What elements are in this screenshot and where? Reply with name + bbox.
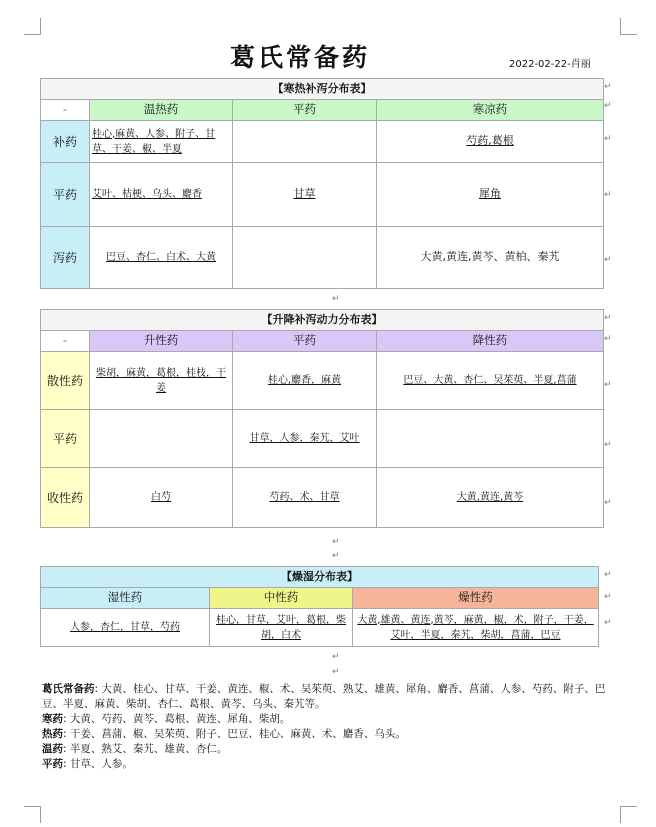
note-label: 平药 <box>42 758 63 770</box>
note-label: 热药 <box>42 728 63 740</box>
col-header-neutral: 中性药 <box>210 588 353 609</box>
col-header-lift: 升性药 <box>90 331 233 352</box>
table-cell: 大黄,黄连,黄芩 <box>377 468 604 528</box>
author-date: 2022-02-22-肖丽 <box>509 59 591 70</box>
paragraph-mark: ↵ <box>332 537 340 547</box>
corner-cell: - <box>41 100 90 121</box>
table-cell: 艾叶、桔梗、乌头、麝香 <box>90 163 233 227</box>
note-text: 干姜、菖蒲、椒、吴茱萸、附子、巴豆、桂心、麻黄、术、麝香、乌头。 <box>69 728 406 740</box>
row-header-neutral: 平药 <box>41 163 90 227</box>
row-header-disperse: 散性药 <box>41 352 90 410</box>
table-cell: 芍药,葛根 <box>377 121 604 163</box>
paragraph-mark: ↵ <box>332 667 340 677</box>
row-end-mark: ↵ <box>604 313 612 323</box>
row-end-mark: ↵ <box>604 190 612 200</box>
table-cell <box>90 410 233 468</box>
row-end-mark: ↵ <box>604 592 612 602</box>
row-end-mark: ↵ <box>604 570 612 580</box>
table-cell: 大黄,雄黄、黄连,黄芩，麻黄，椒，术，附子，干姜，艾叶，半夏，秦艽，柴胡，菖蒲，巴豆 <box>353 609 599 647</box>
row-end-mark: ↵ <box>604 255 612 265</box>
table-cell: 人参，杏仁，甘草，芍药 <box>41 609 210 647</box>
col-header-warm: 温热药 <box>90 100 233 121</box>
note-line: 葛氏常备药: 大黄、桂心、甘草、干姜、黄连、椒、术、吴茱萸、熟艾、雄黄、犀角、麝香、菖蒲、人参、芍药、附子、巴豆、半夏、麻黄、柴胡、杏仁、葛根、黄芩、乌头、秦艽等。 <box>42 683 606 710</box>
row-header-tonify: 补药 <box>41 121 90 163</box>
note-text: 甘草、人参。 <box>69 758 133 770</box>
margin-mark-bottom-right <box>620 806 637 823</box>
table-cell <box>233 121 377 163</box>
col-header-neutral: 平药 <box>233 100 377 121</box>
col-header-lower: 降性药 <box>377 331 604 352</box>
row-end-mark: ↵ <box>604 380 612 390</box>
margin-mark-top-left <box>24 18 41 35</box>
row-end-mark: ↵ <box>604 134 612 144</box>
row-end-mark: ↵ <box>604 440 612 450</box>
table-cell: 芍药、术、甘草 <box>233 468 377 528</box>
table-caption: 【升降补泻动力分布表】 <box>41 310 604 331</box>
row-end-mark: ↵ <box>604 618 612 628</box>
note-text: 大黄、桂心、甘草、干姜、黄连、椒、术、吴茱萸、熟艾、雄黄、犀角、麝香、菖蒲、人参、芍药、附子、巴豆、半夏、麻黄、柴胡、杏仁、葛根、黄芩、乌头、秦艽等。 <box>42 683 606 710</box>
note-line: 平药: 甘草、人参。 <box>42 758 133 770</box>
table-cell: 甘草，人参，秦艽，艾叶 <box>233 410 377 468</box>
table-cell: 大黄,黄连,黄芩、黄柏、秦艽 <box>377 227 604 289</box>
page-title: 葛氏常备药 <box>229 43 370 72</box>
table-cell: 巴豆、大黄、杏仁、吴茱萸、半夏,菖蒲 <box>377 352 604 410</box>
table-cell: 白芍 <box>90 468 233 528</box>
table-cell: 柴胡，麻黄，葛根，桂枝，干姜 <box>90 352 233 410</box>
note-label: 温药 <box>42 743 63 755</box>
note-label: 葛氏常备药 <box>42 683 95 695</box>
table-cell: 巴豆、杏仁、白术、大黄 <box>90 227 233 289</box>
note-text: 半夏、熟艾、秦艽、雄黄、杏仁。 <box>69 743 228 755</box>
table-cell: 桂心，甘草，艾叶，葛根，柴胡，白术 <box>210 609 353 647</box>
paragraph-mark: ↵ <box>332 551 340 561</box>
table-cell: 犀角 <box>377 163 604 227</box>
col-header-cold: 寒凉药 <box>377 100 604 121</box>
row-end-mark: ↵ <box>604 101 612 111</box>
paragraph-mark: ↵ <box>332 652 340 662</box>
table-cell: 甘草 <box>233 163 377 227</box>
margin-mark-top-right <box>620 18 637 35</box>
note-line: 热药: 干姜、菖蒲、椒、吴茱萸、附子、巴豆、桂心、麻黄、术、麝香、乌头。 <box>42 728 406 740</box>
note-text: 大黄、芍药、黄芩、葛根、黄连、犀角、柴胡。 <box>69 713 291 725</box>
table-cell: 桂心,麝香，麻黄 <box>233 352 377 410</box>
row-header-neutral: 平药 <box>41 410 90 468</box>
row-end-mark: ↵ <box>604 498 612 508</box>
note-label: 寒药 <box>42 713 63 725</box>
col-header-neutral: 平药 <box>233 331 377 352</box>
table-cell <box>233 227 377 289</box>
notes-section <box>42 682 617 772</box>
table-caption: 【寒热补泻分布表】 <box>41 79 604 100</box>
note-line: 寒药: 大黄、芍药、黄芩、葛根、黄连、犀角、柴胡。 <box>42 713 291 725</box>
row-end-mark: ↵ <box>604 82 612 92</box>
corner-cell: - <box>41 331 90 352</box>
cold-heat-table <box>40 78 604 289</box>
row-header-astringe: 收性药 <box>41 468 90 528</box>
margin-mark-bottom-left <box>24 806 41 823</box>
note-line: 温药: 半夏、熟艾、秦艽、雄黄、杏仁。 <box>42 743 228 755</box>
dry-damp-table <box>40 566 599 647</box>
paragraph-mark: ↵ <box>332 294 340 304</box>
table-cell: 桂心,麻黄、人参、附子、甘草、干姜、椒、半夏 <box>90 121 233 163</box>
table-cell <box>377 410 604 468</box>
col-header-damp: 湿性药 <box>41 588 210 609</box>
row-header-purge: 泻药 <box>41 227 90 289</box>
table-caption: 【燥湿分布表】 <box>41 567 599 588</box>
col-header-dry: 燥性药 <box>353 588 599 609</box>
row-end-mark: ↵ <box>604 334 612 344</box>
lift-lower-table <box>40 309 604 528</box>
